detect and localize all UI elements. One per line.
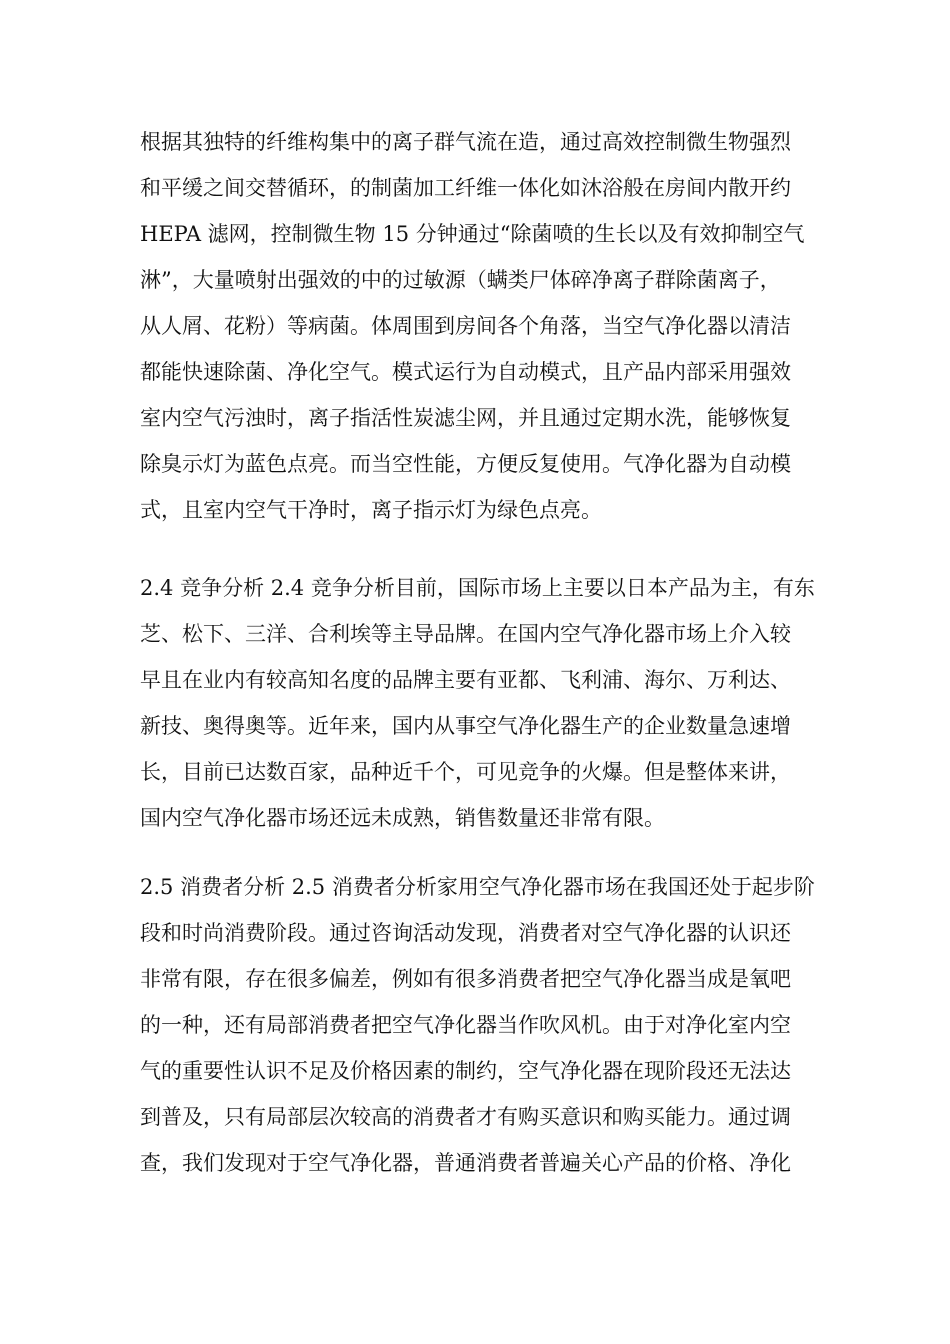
text-line: 到普及，只有局部层次较高的消费者才有购买意识和购买能力。通过调 [140,1105,791,1129]
text-line: 查，我们发现对于空气净化器，普通消费者普遍关心产品的价格、净化 [140,1151,791,1175]
text-line: 除臭示灯为蓝色点亮。而当空性能，方便反复使用。气净化器为自动模 [140,452,791,476]
text-line: 2.4 竞争分析 2.4 竞争分析目前，国际市场上主要以日本产品为主，有东 [140,576,815,600]
text-line: HEPA 滤网，控制微生物 15 分钟通过“除菌喷的生长以及有效抑制空气 [140,222,805,246]
text-line: 淋”，大量喷射出强效的中的过敏源（螨类尸体碎净离子群除菌离子， [140,268,781,292]
text-line: 芝、松下、三洋、合利埃等主导品牌。在国内空气净化器市场上介入较 [140,622,791,646]
text-line: 长，目前已达数百家，品种近千个，可见竞争的火爆。但是整体来讲， [140,760,791,784]
text-line: 新技、奥得奥等。近年来，国内从事空气净化器生产的企业数量急速增 [140,714,791,738]
text-line: 早且在业内有较高知名度的品牌主要有亚都、飞利浦、海尔、万利达、 [140,668,791,692]
paragraph-product-function [140,119,820,533]
paragraph-competition-analysis [140,565,820,841]
text-line: 根据其独特的纤维构集中的离子群气流在造，通过高效控制微生物强烈 [140,130,791,154]
text-line: 2.5 消费者分析 2.5 消费者分析家用空气净化器市场在我国还处于起步阶 [140,875,815,899]
text-line: 气的重要性认识不足及价格因素的制约，空气净化器在现阶段还无法达 [140,1059,791,1083]
text-line: 和平缓之间交替循环，的制菌加工纤维一体化如沐浴般在房间内散开约 [140,176,791,200]
text-line: 式，且室内空气干净时，离子指示灯为绿色点亮。 [140,498,602,522]
text-line: 段和时尚消费阶段。通过咨询活动发现，消费者对空气净化器的认识还 [140,921,791,945]
text-line: 都能快速除菌、净化空气。模式运行为自动模式，且产品内部采用强效 [140,360,791,384]
text-line: 非常有限，存在很多偏差，例如有很多消费者把空气净化器当成是氧吧 [140,967,791,991]
text-line: 国内空气净化器市场还远未成熟，销售数量还非常有限。 [140,806,665,830]
text-line: 从人屑、花粉）等病菌。体周围到房间各个角落，当空气净化器以清洁 [140,314,791,338]
text-line: 的一种，还有局部消费者把空气净化器当作吹风机。由于对净化室内空 [140,1013,791,1037]
text-line: 室内空气污浊时，离子指活性炭滤尘网，并且通过定期水洗，能够恢复 [140,406,791,430]
paragraph-consumer-analysis [140,864,820,1186]
